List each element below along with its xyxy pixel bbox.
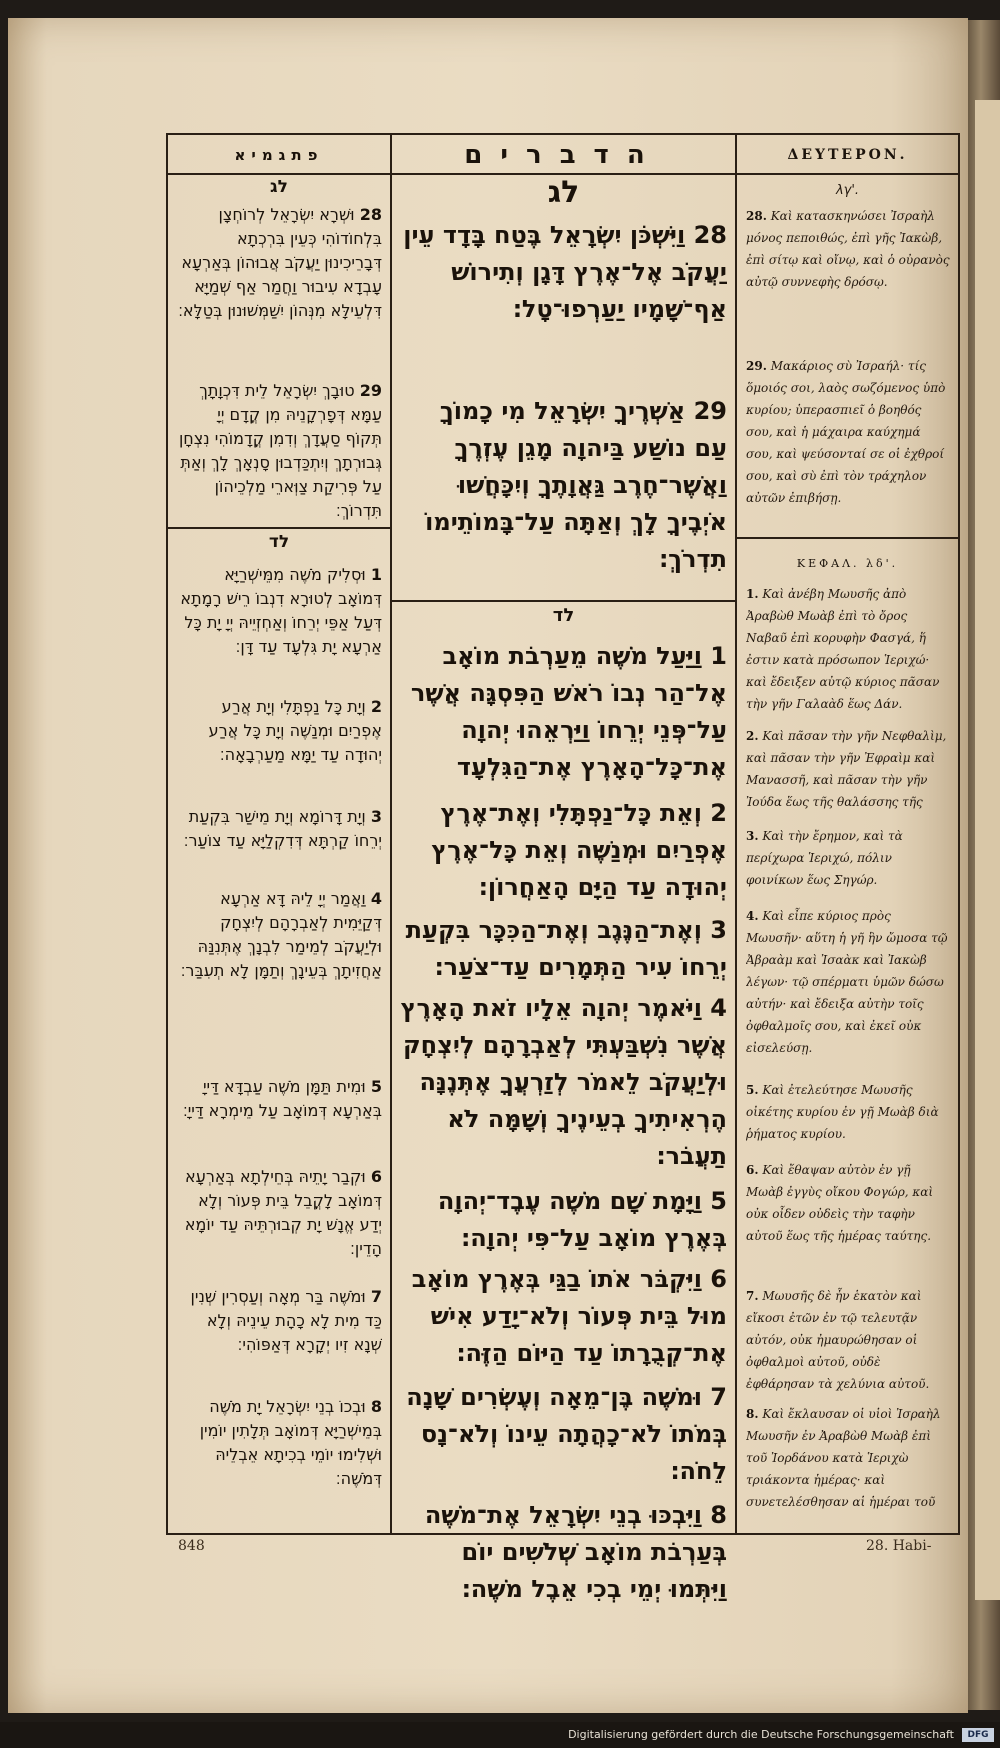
greek-verse-34-3: 3. Καὶ τὴν ἔρημον, καὶ τὰ περίχωρα Ἱεριχώ, πόλιν φοινίκων ἕως Σηγώρ. [746, 829, 903, 887]
digitization-credit: Digitalisierung gefördert durch die Deutsche Forschungsgemeinschaft [568, 1728, 954, 1741]
hebrew-chapter-33: לג [547, 175, 580, 210]
targum-chapter-34: לד [268, 532, 290, 552]
targum-verse-34-3: 3 וְיָת דָּרוֹמָא וְיָת מֵישַׁר בִּקְעַת יְרֵחוֹ קַרְתָּא דְּדִקְלַיָּא עַד צוֹעַר׃ [183, 807, 382, 850]
targum-chapter-rule [168, 527, 390, 529]
book-page [8, 18, 968, 1713]
hebrew-verse-34-5: 5 וַיָּמָת שָׁם מֹשֶׁה עֶבֶד־יְהוָה בְּאֶרֶץ מוֹאָב עַל־פִּי יְהוָה׃ [437, 1187, 727, 1252]
hebrew-header: הדברים [464, 140, 663, 170]
targum-verse-34-1: 1 וּסְלִיק מֹשֶׁה מִמֵּישְׁרַיָּא דְּמוֹאָב לְטוּרָא דִנְבוֹ רֵישׁ רָמָתָא דְּעַל אַפֵּי יְרֵחוֹ וְאַחְזְיֵיהּ יְיָ יָת כָּל אַרְעָא יָת גִּלְעָד עַד דָּן׃ [180, 565, 382, 656]
greek-verse-34-4: 4. Καὶ εἶπε κύριος πρὸς Μωυσῆν· αὕτη ἡ γῆ ἣν ὤμοσα τῷ Ἀβραὰμ καὶ Ἰσαὰκ καὶ Ἰακὼβ λέγων· τῷ σπέρματι ὑμῶν δώσω αὐτήν· καὶ ἔδειξα αὐτὴν τοῖς ὀφθαλμοῖς σου, καὶ ἐκεῖ οὐκ εἰσελεύσῃ. [746, 909, 948, 1055]
page-number: 848 [178, 1538, 205, 1554]
column-divider-targum [390, 135, 392, 1533]
greek-header: ΔΕΥΤΕΡΟΝ. [787, 147, 908, 163]
hebrew-verse-34-7: 7 וּמֹשֶׁה בֶּן־מֵאָה וְעֶשְׂרִים שָׁנָה בְּמֹתוֹ לֹא־כָהֲתָה עֵינוֹ וְלֹא־נָס לֵחֹה׃ [406, 1383, 727, 1485]
greek-verse-34-7: 7. Μωυσῆς δὲ ἦν ἑκατὸν καὶ εἴκοσι ἐτῶν ἐν τῷ τελευτᾷν αὐτόν, οὐκ ἠμαυρώθησαν οἱ ὀφθαλμοὶ αὐτοῦ, οὐδὲ ἐφθάρησαν τὰ χελύνια αὐτοῦ. [746, 1289, 930, 1391]
hebrew-verse-34-3: 3 וְאֶת־הַנֶּגֶב וְאֶת־הַכִּכָּר בִּקְעַת יְרֵחוֹ עִיר הַתְּמָרִים עַד־צֹעַר׃ [405, 916, 727, 981]
hebrew-chapter-34: לד [552, 605, 575, 626]
targum-verse-34-5: 5 וּמִית תַּמָּן מֹשֶׁה עַבְדָּא דַּייָ בְּאַרְעָא דְּמוֹאָב עַל מֵימְרָא דַּייָ׃ [182, 1077, 382, 1120]
greek-verse-34-5: 5. Καὶ ἐτελεύτησε Μωυσῆς οἰκέτης κυρίου ἐν γῇ Μωὰβ διὰ ῥήματος κυρίου. [746, 1083, 939, 1141]
column-divider-greek [735, 135, 737, 1533]
targum-verse-34-8: 8 וּבְכוֹ בְנֵי יִשְׂרָאֵל יָת מֹשֶׁה בְּמֵישְׁרַיָּא דְּמוֹאָב תְּלָתִין יוֹמִין וּשְׁלִימוּ יוֹמֵי בְכִיתָא אֵבְלֵיהּ דְּמֹשֶׁה׃ [199, 1397, 382, 1488]
greek-verse-33-28: 28. Καὶ κατασκηνώσει Ἰσραὴλ μόνος πεποιθώς, ἐπὶ γῆς Ἰακὼβ, ἐπὶ σίτῳ καὶ οἴνῳ, καὶ ὁ οὐρανὸς αὐτῷ συννεφὴς δρόσῳ. [746, 209, 950, 289]
hebrew-verse-34-8: 8 וַיִּבְכּוּ בְנֵי יִשְׂרָאֵל אֶת־מֹשֶׁה בְּעַרְבֹת מוֹאָב שְׁלֹשִׁים יוֹם וַיִּתְּמוּ יְמֵי בְכִי אֵבֶל מֹשֶׁה׃ [424, 1501, 727, 1603]
dfg-logo: DFG [962, 1728, 994, 1742]
hebrew-verse-34-2: 2 וְאֵת כָּל־נַפְתָּלִי וְאֶת־אֶרֶץ אֶפְרַיִם וּמְנַשֶּׁה וְאֵת כָּל־אֶרֶץ יְהוּדָה עַד הַיָּם הָאַחֲרוֹן׃ [431, 799, 727, 901]
greek-chapter-34: ΚΕΦΑΛ. λδ'. [796, 557, 899, 570]
greek-chapter-rule [737, 537, 958, 539]
greek-verse-34-1: 1. Καὶ ἀνέβη Μωυσῆς ἀπὸ Ἀραβὼθ Μωὰβ ἐπὶ τὸ ὄρος Ναβαῦ ἐπὶ κορυφὴν Φασγά, ἥ ἐστιν κατὰ πρόσωπον Ἱεριχώ· καὶ ἔδειξεν αὐτῷ κύριος πᾶσαν τὴν γῆν Γαλαὰδ ἕως Δάν. [746, 587, 940, 711]
targum-verse-34-6: 6 וּקְבַר יָתֵיהּ בְּחֵילְתָא בְּאַרְעָא דְּמוֹאָב לָקֳבֵל בֵּית פְּעוֹר וְלָא יְדַע אֱנָשׁ יָת קְבוּרְתֵּיהּ עַד יוֹמָא הָדֵין׃ [184, 1167, 382, 1258]
targum-verse-34-2: 2 וְיָת כָּל נַפְתָּלִי וְיָת אֲרַע אֶפְרַיִם וּמְנַשֶּׁה וְיָת כָּל אֲרַע יְהוּדָה עַד יַמָּא מַעַרְבָאָה׃ [208, 697, 382, 764]
targum-verse-33-29: 29 טוּבָךְ יִשְׂרָאֵל לֵית דִּכְוָתָךְ עַמָּא דְּפָרְקָנֵיהּ מִן קֳדָם יְיָ תְּקוֹף סַעֲדָךְ וְדִמִן קֳדָמוֹהִי נִצְחָן גְּבוּרְתָךְ וְיִתְכַּדְבוּן סָנְאָךְ לָךְ וְאַתְּ עַל פְּרִיקַת צַוְּארֵי מַלְכֵיהוֹן תִּדְרוֹךְ׃ [178, 381, 382, 520]
targum-verse-34-4: 4 וַאֲמַר יְיָ לֵיהּ דָּא אַרְעָא דְּקַיֵּמִית לְאַבְרָהָם לְיִצְחָק וּלְיַעֲקֹב לְמֵימַר לִבְנָךְ אֶתְּנִנַּהּ אַחֲזִיתָךְ בְּעֵינָךְ וְתַמָּן לָא תְעִבַּר׃ [180, 889, 382, 980]
next-page-edge [975, 100, 1000, 1600]
hebrew-chapter-rule [392, 600, 735, 602]
greek-verse-34-6: 6. Καὶ ἔθαψαν αὐτὸν ἐν γῇ Μωὰβ ἐγγὺς οἴκου Φογώρ, καὶ οὐκ οἶδεν οὐδεὶς τὴν ταφὴν αὐτοῦ ἕως τῆς ἡμέρας ταύτης. [746, 1163, 934, 1243]
hebrew-verse-34-1: 1 וַיַּעַל מֹשֶׁה מֵעַרְבֹת מוֹאָב אֶל־הַר נְבוֹ רֹאשׁ הַפִּסְגָּה אֲשֶׁר עַל־פְּנֵי יְרֵחוֹ וַיַּרְאֵהוּ יְהוָה אֶת־כָּל־הָאָרֶץ אֶת־הַגִּלְעָד [410, 642, 727, 781]
targum-header: פתגמיא [234, 146, 324, 164]
greek-verse-34-8: 8. Καὶ ἔκλαυσαν οἱ υἱοὶ Ἰσραὴλ Μωυσῆν ἐν Ἀραβὼθ Μωὰβ ἐπὶ τοῦ Ἰορδάνου κατὰ Ἱεριχὼ τριάκοντα ἡμέρας· καὶ συνετελέσθησαν αἱ ἡμέραι τοῦ [746, 1407, 941, 1509]
catchword: 28. Habi- [866, 1538, 932, 1554]
greek-verse-33-29: 29. Μακάριος σὺ Ἰσραήλ· τίς ὅμοιός σοι, λαὸς σωζόμενος ὑπὸ κυρίου; ὑπερασπιεῖ ὁ βοηθός σου, καὶ ἡ μάχαιρα καύχημά σου, καὶ ψεύσονταί σε οἱ ἐχθροί σου, καὶ σὺ ἐπὶ τὸν τράχηλον αὐτῶν ἐπιβήσῃ. [746, 359, 946, 505]
hebrew-verse-33-28: 28 וַיִּשְׁכֹּן יִשְׂרָאֵל בֶּטַח בָּדָד עֵין יַעֲקֹב אֶל־אֶרֶץ דָּגָן וְתִירוֹשׁ אַף־שָׁמָיו יַעַרְפוּ־טָל׃ [403, 221, 727, 323]
targum-chapter-33: לג [270, 177, 288, 197]
greek-chapter-33: λγ'. [835, 183, 860, 198]
hebrew-verse-34-4: 4 וַיֹּאמֶר יְהוָה אֵלָיו זֹאת הָאָרֶץ אֲשֶׁר נִשְׁבַּעְתִּי לְאַבְרָהָם לְיִצְחָק וּלְיַעֲקֹב לֵאמֹר לְזַרְעֲךָ אֶתְּנֶנָּה הֶרְאִיתִיךָ בְעֵינֶיךָ וְשָׁמָּה לֹא תַעֲבֹר׃ [400, 994, 727, 1170]
hebrew-verse-34-6: 6 וַיִּקְבֹּר אֹתוֹ בַגַּי בְּאֶרֶץ מוֹאָב מוּל בֵּית פְּעוֹר וְלֹא־יָדַע אִישׁ אֶת־קְבֻרָתוֹ עַד הַיּוֹם הַזֶּה׃ [411, 1265, 727, 1367]
greek-verse-34-2: 2. Καὶ πᾶσαν τὴν γῆν Νεφθαλὶμ, καὶ πᾶσαν τὴν γῆν Ἐφραὶμ καὶ Μανασσῆ, καὶ πᾶσαν τὴν γῆν Ἰούδα ἕως τῆς θαλάσσης τῆς [746, 729, 947, 809]
hebrew-verse-33-29: 29 אַשְׁרֶיךָ יִשְׂרָאֵל מִי כָמוֹךָ עַם נוֹשַׁע בַּיהוָה מָגֵן עֶזְרֶךָ וַאֲשֶׁר־חֶרֶב גַּאֲוָתֶךָ וְיִכָּחֲשׁוּ אֹיְבֶיךָ לָךְ וְאַתָּה עַל־בָּמוֹתֵימוֹ תִדְרֹךְ׃ [425, 397, 727, 573]
targum-verse-34-7: 7 וּמֹשֶׁה בַּר מְאָה וְעַסְרִין שְׁנִין כַּד מִית לָא כָהָת עֵינֵיהּ וְלָא שְׁנָא זִיו יְקָרָא דְּאַפּוֹהִי׃ [190, 1287, 382, 1354]
digitization-footer [0, 1722, 1000, 1748]
targum-verse-33-28: 28 וּשְׁרָא יִשְׂרָאֵל לְרוֹחְצָן בִּלְחוֹדוֹהִי כְּעֵין בִּרְכְתָא דְּבָרֵיכִינוּן יַעֲקֹב אֲבוּהוֹן בְּאַרְעָא עָבְדָא עִיבוּר וַחֲמַר אַף שְׁמַיָּא דִּלְעֵילָּא מִנְּהוֹן יִשַׁמְּשׁוּנוּן בְּטַלָּא׃ [178, 205, 382, 320]
